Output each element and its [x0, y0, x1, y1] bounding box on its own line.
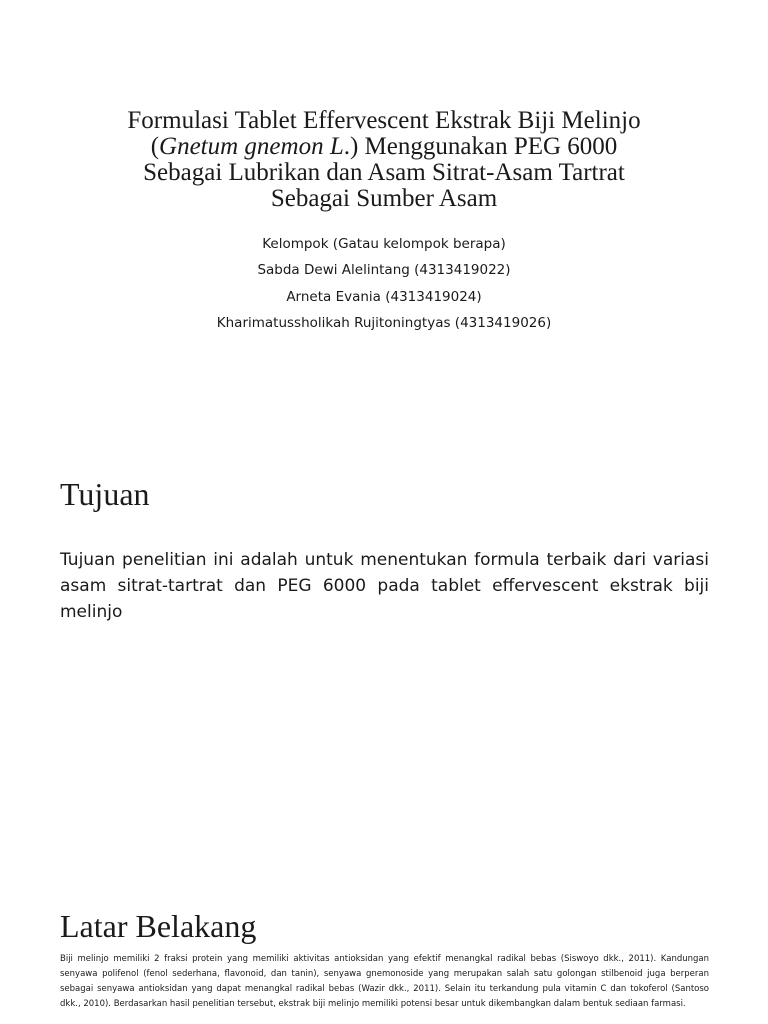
tujuan-paragraph: Tujuan penelitian ini adalah untuk menentukan formula terbaik dari variasi asam sitrat-tartrat dan PEG 6000 pada tablet effervescent ekstrak biji melinjo	[60, 550, 709, 622]
document-title	[0, 108, 768, 212]
title-line-1: Formulasi Tablet Effervescent Ekstrak Biji Melinjo	[127, 107, 641, 134]
latar-belakang-heading: Latar Belakang	[60, 908, 257, 944]
title-line-2	[0, 134, 768, 160]
tujuan-heading: Tujuan	[60, 476, 150, 512]
title-line-3: Sebagai Lubrikan dan Asam Sitrat-Asam Tartrat	[143, 159, 625, 186]
author-line: Sabda Dewi Alelintang (4313419022)	[257, 262, 511, 279]
author-line: Kharimatussholikah Rujitoningtyas (4313419026)	[216, 314, 552, 331]
title-paren-open: (	[150, 133, 160, 160]
latar-belakang-paragraph: Biji melinjo memiliki 2 fraksi protein yang memiliki aktivitas antioksidan yang efektif menangkal radikal bebas (Siswoyo dkk., 2011). Kandungan senyawa polifenol (fenol sederhana, flavonoid, dan tanin), senyawa gnemonoside yang merupakan salah satu golongan stilbenoid juga berperan sebagai senyawa antioksidan yang dapat menangkal radikal bebas (Wazir dkk., 2011). Selain itu terkandung pula vitamin C dan tokoferol (Santoso dkk., 2010). Berdasarkan hasil penelitian tersebut, ekstrak biji melinjo memiliki potensi besar untuk dikembangkan dalam bentuk sediaan farmasi.	[60, 954, 709, 1009]
group-label: Kelompok (Gatau kelompok berapa)	[262, 236, 506, 252]
species-name: Gnetum gnemon L	[159, 133, 344, 160]
title-line-2-rest: .) Menggunakan PEG 6000	[343, 133, 618, 160]
author-line: Arneta Evania (4313419024)	[286, 288, 482, 305]
author-list	[0, 231, 768, 336]
title-line-4: Sebagai Sumber Asam	[270, 185, 498, 212]
